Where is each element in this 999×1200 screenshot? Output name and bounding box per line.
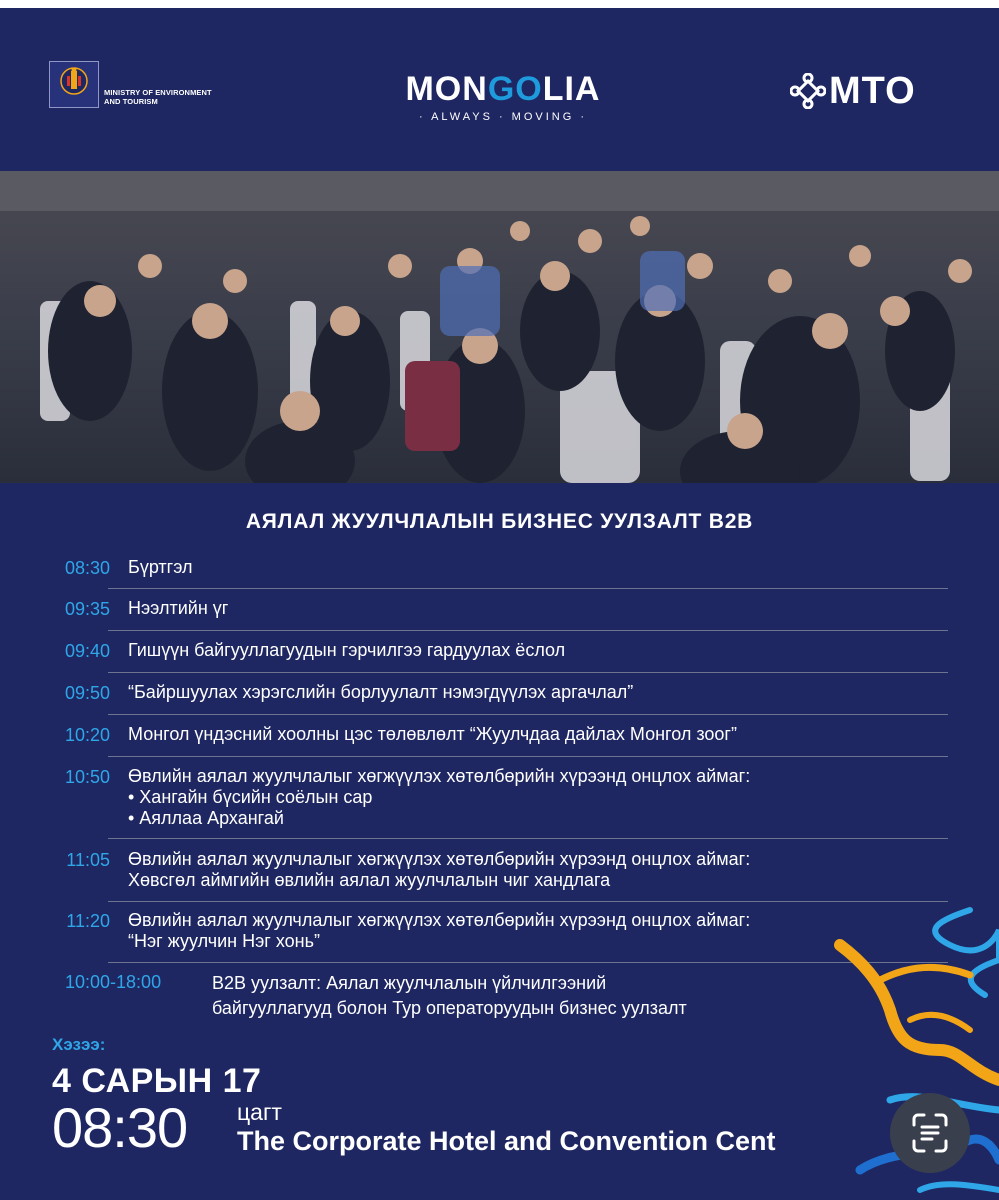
scan-text-button[interactable] — [890, 1093, 970, 1173]
schedule-description-line-2: Хөвсгөл аймгийн өвлийн аялал жуулчлалын чиг хандлага — [128, 870, 611, 890]
row-separator — [108, 714, 948, 715]
ministry-name — [104, 88, 212, 106]
schedule-time: 10:50 — [64, 767, 110, 787]
mto-wordmark: MTO — [829, 70, 916, 112]
schedule-description: Монгол үндэсний хоолны цэс төлөвлөлт “Жуулчдаа дайлах Монгол зоог” — [128, 724, 737, 744]
brand-part-3: LIA — [542, 70, 601, 108]
schedule-bullet: • Хангайн бүсийн соёлын сар — [128, 787, 373, 807]
ministry-line-1: MINISTRY OF ENVIRONMENT — [104, 88, 212, 97]
schedule-description: “Байршуулах хэрэгслийн борлуулалт нэмэгдүүлэх аргачлал” — [128, 682, 634, 702]
schedule-time: 09:50 — [64, 683, 110, 703]
brand-part-1: MON — [405, 70, 488, 108]
event-title: АЯЛАЛ ЖУУЛЧЛАЛЫН БИЗНЕС УУЛЗАЛТ B2B — [245, 510, 754, 533]
schedule-description-line-2: “Нэг жуулчин Нэг хонь” — [128, 931, 320, 951]
conference-audience-photo — [0, 171, 999, 483]
schedule-time: 09:40 — [64, 641, 110, 661]
schedule-time: 09:35 — [64, 599, 110, 619]
schedule-bullet: • Аяллаа Архангай — [128, 808, 284, 828]
schedule-time: 10:20 — [64, 725, 110, 745]
mongolia-brand-logo — [398, 70, 608, 108]
schedule-description: Гишүүн байгууллагуудын гэрчилгээ гардуулах ёслол — [128, 640, 566, 660]
brand-part-2: GO — [487, 70, 543, 108]
schedule-time: 11:20 — [66, 911, 110, 931]
event-time: 08:30 — [52, 1096, 188, 1159]
row-separator — [108, 838, 948, 839]
schedule-time: 08:30 — [64, 558, 110, 578]
schedule-description: Өвлийн аялал жуулчлалыг хөгжүүлэх хөтөлбөрийн хүрээнд онцлох аймаг: — [128, 766, 751, 786]
brand-tagline: · ALWAYS · MOVING · — [418, 111, 588, 123]
event-venue: The Corporate Hotel and Convention Cent — [237, 1126, 776, 1156]
schedule-description: Нээлтийн үг — [128, 598, 229, 618]
b2b-description — [212, 971, 687, 1021]
b2b-line-1: B2B уулзалт: Аялал жуулчлалын үйлчилгээний — [212, 973, 607, 993]
b2b-time: 10:00-18:00 — [65, 972, 162, 992]
row-separator — [108, 672, 948, 673]
scan-text-icon — [890, 1093, 970, 1173]
row-separator — [108, 756, 948, 757]
b2b-line-2: байгууллагууд болон Тур операторуудын бизнес уулзалт — [212, 998, 687, 1018]
schedule-description: Өвлийн аялал жуулчлалыг хөгжүүлэх хөтөлбөрийн хүрээнд онцлох аймаг: — [128, 910, 751, 930]
schedule-description: Өвлийн аялал жуулчлалыг хөгжүүлэх хөтөлбөрийн хүрээнд онцлох аймаг: — [128, 849, 751, 869]
ministry-line-2: AND TOURISM — [104, 97, 158, 106]
time-suffix: цагт — [237, 1099, 282, 1125]
endless-knot-icon — [790, 73, 826, 109]
row-separator — [108, 588, 948, 589]
schedule-description: Бүртгэл — [128, 557, 193, 577]
row-separator — [108, 630, 948, 631]
state-emblem-icon — [49, 61, 99, 108]
schedule-time: 11:05 — [66, 850, 110, 870]
when-label: Хэзээ: — [52, 1035, 106, 1054]
top-strip — [0, 0, 999, 8]
event-date: 4 САРЫН 17 — [52, 1062, 262, 1100]
